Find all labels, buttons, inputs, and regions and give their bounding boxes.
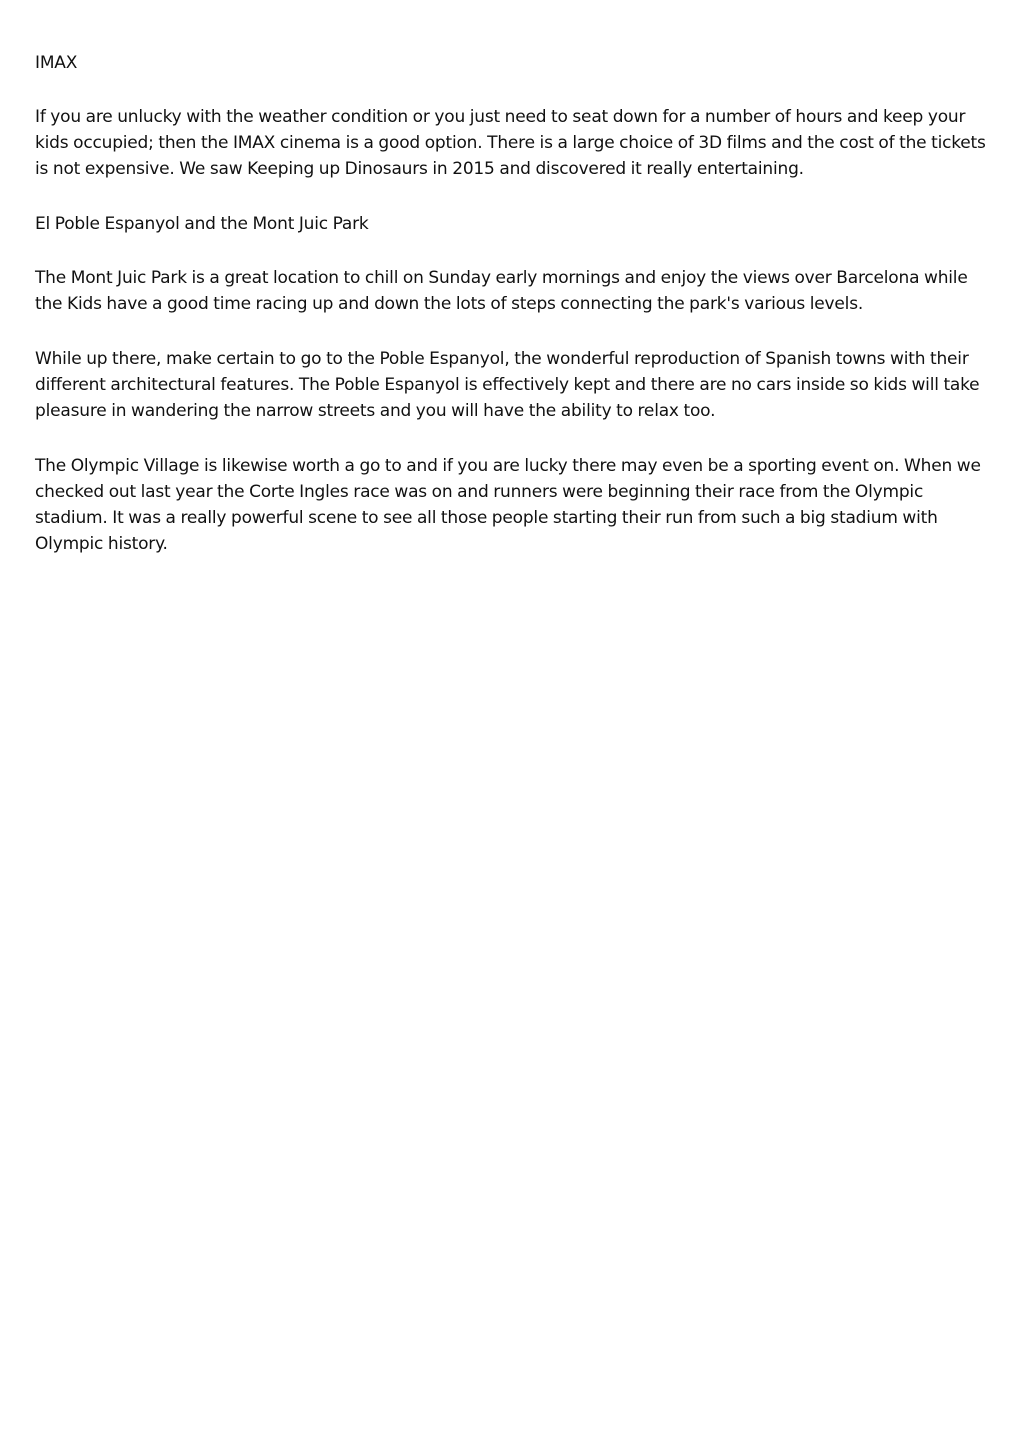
section-heading-poble-espanyol: El Poble Espanyol and the Mont Juic Park [35, 214, 369, 234]
paragraph-poble-espanyol: While up there, make certain to go to the Poble Espanyol, the wonderful reproduction of Spanish towns with their different architectural features. The Poble Espanyol is effectively kept and there are no cars inside so kids will take pleasure in wandering the narrow streets and you will have the ability to relax too. [35, 349, 980, 421]
paragraph-mont-juic-park: The Mont Juic Park is a great location to chill on Sunday early mornings and enjoy the views over Barcelona while the Kids have a good time racing up and down the lots of steps connecting the park's various levels. [35, 268, 968, 314]
section-heading-imax: IMAX [35, 53, 78, 73]
paragraph-imax: If you are unlucky with the weather condition or you just need to seat down for a number of hours and keep your kids occupied; then the IMAX cinema is a good option. There is a large choice of 3D films and the cost of the tickets is not expensive. We saw Keeping up Dinosaurs in 2015 and discovered it really entertaining. [35, 107, 986, 179]
paragraph-olympic-village: The Olympic Village is likewise worth a go to and if you are lucky there may even be a sporting event on. When we checked out last year the Corte Ingles race was on and runners were beginning their race from the Olympic stadium. It was a really powerful scene to see all those people starting their run from such a big stadium with Olympic history. [35, 456, 981, 554]
document-page [35, 50, 997, 586]
